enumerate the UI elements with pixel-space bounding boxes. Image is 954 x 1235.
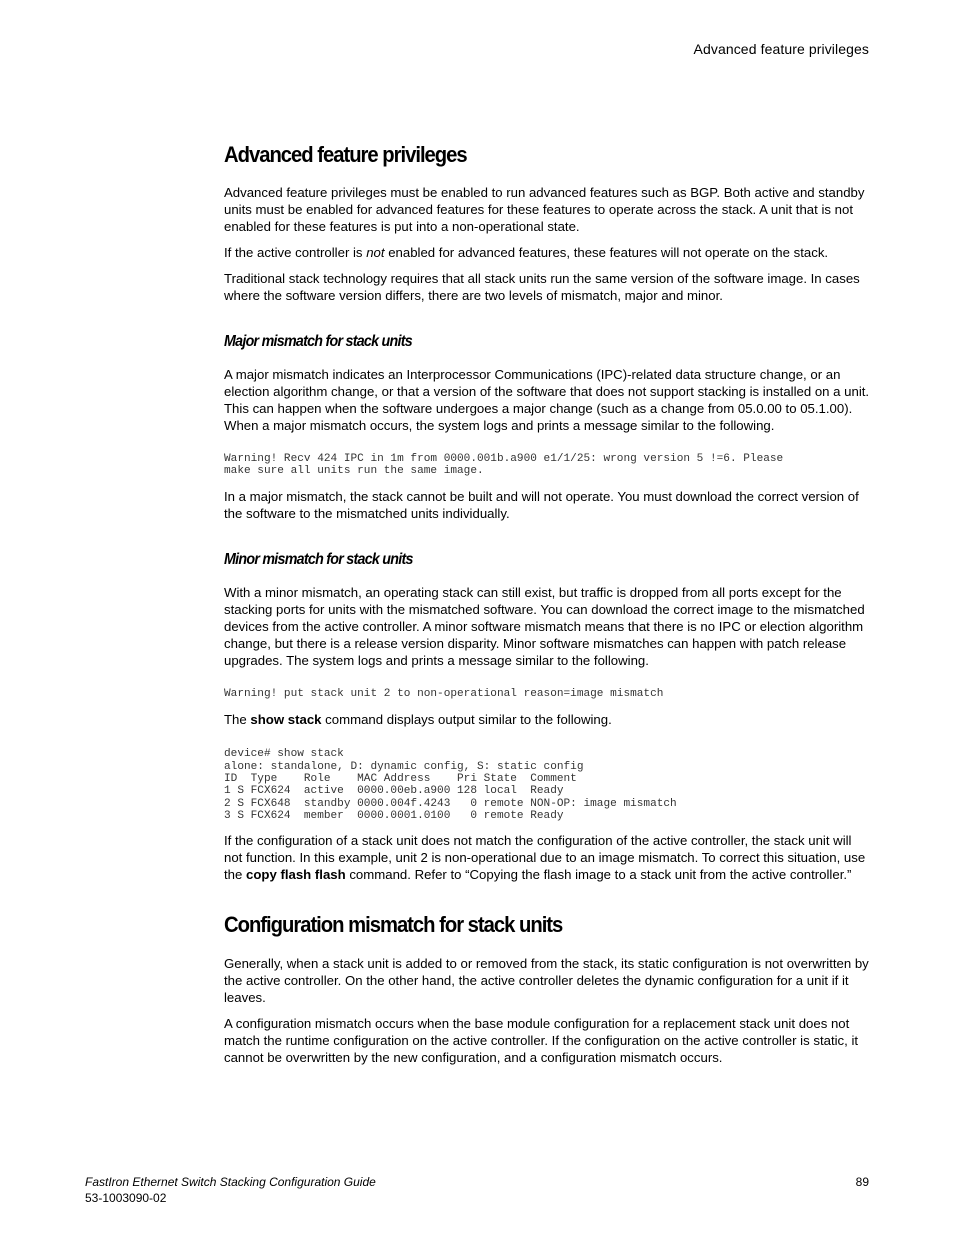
paragraph: With a minor mismatch, an operating stack can still exist, but traffic is dropped from all ports except for the stacking ports for units with the mismatched software. You can download the correct image to the mismatched devices from the active controller. A minor software mismatch means that there is no IPC or election algorithm change, but there is a release version disparity. Minor software mismatches can happen with patch release upgrades. The system logs and prints a message similar to the following. <box>224 584 865 668</box>
footer-page-number: 89 <box>855 1175 869 1189</box>
paragraph: Generally, when a stack unit is added to or removed from the stack, its static configuration is not overwritten by the active controller. On the other hand, the active controller deletes the dynamic configuration for a unit if it leaves. <box>224 955 869 1005</box>
command-copy-flash-flash: copy flash flash <box>246 866 346 882</box>
paragraph: A major mismatch indicates an Interprocessor Communications (IPC)-related data structure change, or an election algorithm change, or that a version of the software that does not support stacking is installed on a unit. This can happen when the software undergoes a major change (such as a change from 05.0.00 to 05.1.00). When a major mismatch occurs, the system logs and prints a message similar to the following. <box>224 367 870 433</box>
footer-guide-title: FastIron Ethernet Switch Stacking Configuration Guide <box>85 1175 376 1189</box>
paragraph: In a major mismatch, the stack cannot be built and will not operate. You must download the correct version of the software to the mismatched units individually. <box>224 488 859 521</box>
section-heading-advanced-feature-privileges: Advanced feature privileges <box>224 142 467 167</box>
footer-left <box>85 1175 376 1206</box>
command-show-stack: show stack <box>250 712 322 728</box>
running-header: Advanced feature privileges <box>693 41 869 57</box>
page-content <box>224 141 872 1066</box>
paragraph: A configuration mismatch occurs when the base module configuration for a replacement stack unit does not match the runtime configuration on the active controller. If the configuration on the active controller is static, it cannot be overwritten by the new configuration, and a configuration mismatch occurs. <box>224 1015 859 1065</box>
emphasis-text: not <box>366 245 385 260</box>
subsection-heading-major-mismatch: Major mismatch for stack units <box>224 333 412 350</box>
paragraph: Traditional stack technology requires that all stack units run the same version of the software image. In cases where the software version differs, there are two levels of mismatch, major and minor. <box>224 271 860 303</box>
code-block-major-warning: Warning! Recv 424 IPC in 1m from 0000.001b.a900 e1/1/25: wrong version 5 !=6. Please make sure all units run the same image. <box>224 453 784 478</box>
paragraph: Advanced feature privileges must be enabled to run advanced features such as BGP. Both active and standby units must be enabled for advanced features for these features to operate across the stack. A unit that is not enabled for these features is put into a non-operational state. <box>224 185 865 234</box>
paragraph: If the active controller is not enabled for advanced features, these features will not operate on the stack. <box>224 245 829 260</box>
paragraph: If the configuration of a stack unit does not match the configuration of the active controller, the stack unit will not function. In this example, unit 2 is non-operational due to an image mismatch. To correct this situation, use the copy flash flash command. Refer to “Copying the flash image to a stack unit from the active controller.” <box>224 832 866 882</box>
paragraph: The show stack command displays output similar to the following. <box>224 712 612 728</box>
code-block-minor-warning: Warning! put stack unit 2 to non-operational reason=image mismatch <box>224 687 664 700</box>
footer-doc-number: 53-1003090-02 <box>85 1190 167 1205</box>
subsection-heading-minor-mismatch: Minor mismatch for stack units <box>224 550 413 568</box>
section-heading-configuration-mismatch: Configuration mismatch for stack units <box>224 911 563 937</box>
code-block-show-stack-output: device# show stack alone: standalone, D: dynamic config, S: static config ID Type Role MAC Address Pri State Comment 1 S FCX624 active 0000.00eb.a900 128 local Ready 2 S FCX648 standby 0000.004f.4243 0 remote NON-OP: image mismatch 3 S FCX624 member 0000.0001.0100 0 remote Ready <box>224 748 677 823</box>
